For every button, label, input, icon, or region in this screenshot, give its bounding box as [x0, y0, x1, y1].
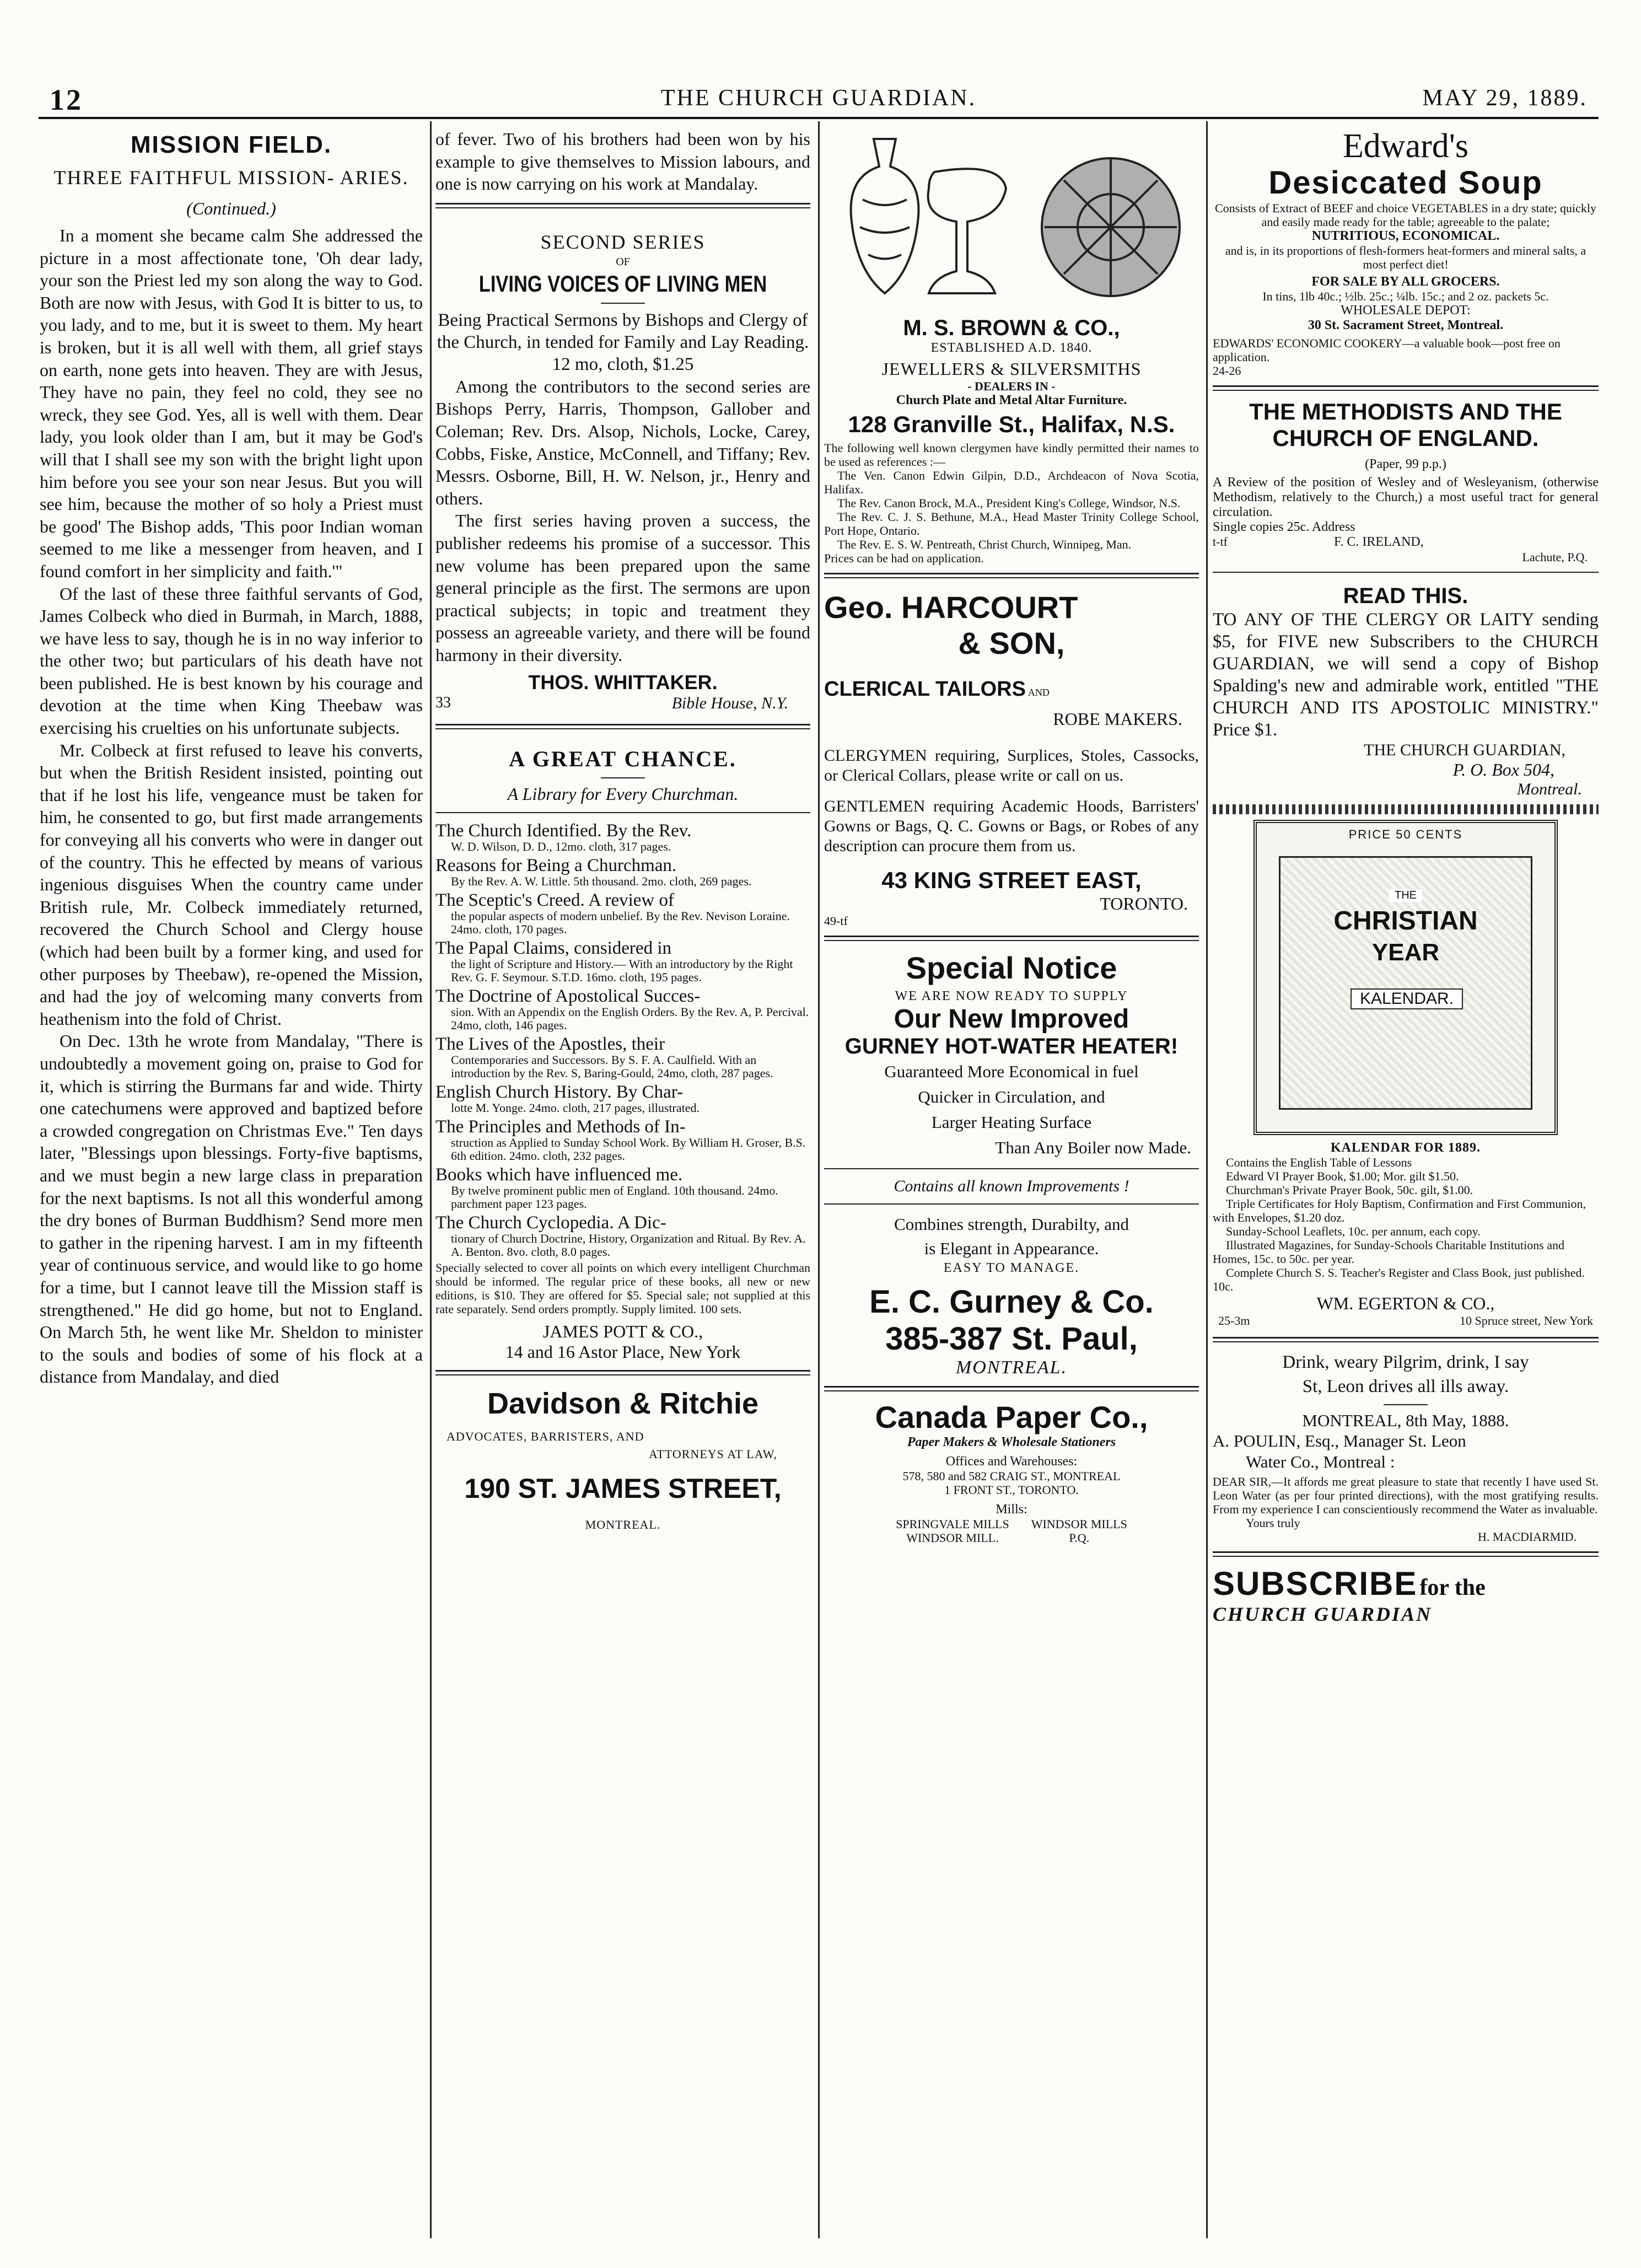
rule	[435, 724, 810, 729]
column-divider	[818, 121, 820, 2238]
rule	[1213, 1337, 1599, 1342]
ad-ms-brown	[824, 128, 1199, 565]
ad-book: EDWARDS' ECONOMIC COOKERY—a valuable book—post free on application.	[1213, 336, 1561, 364]
column-divider	[1206, 121, 1208, 2238]
ad-davidson-ritchie	[435, 1386, 810, 1532]
book-title: The Church Identified. By the Rev.	[435, 820, 692, 841]
cover-year: YEAR	[1371, 939, 1440, 966]
references-list	[824, 469, 1199, 551]
ad-street: 190 ST. JAMES STREET,	[464, 1472, 782, 1504]
ad-code: 24-26	[1213, 364, 1241, 378]
ad-address: 10 Spruce street, New York	[1460, 1314, 1593, 1328]
book-entry	[435, 1165, 810, 1211]
ad-address: 1 FRONT ST., TORONTO.	[944, 1483, 1079, 1497]
ad-title: M. S. BROWN & CO.,	[903, 316, 1120, 340]
ad-line: Quicker in Circulation, and	[918, 1087, 1105, 1106]
ad-line: EASY TO MANAGE.	[943, 1261, 1080, 1275]
ad-canada-paper	[824, 1399, 1199, 1545]
book-entry	[435, 938, 810, 984]
rule	[1213, 385, 1599, 391]
ad-city: MONTREAL.	[585, 1517, 661, 1531]
ad-address: Bible House, N.Y.	[671, 694, 788, 712]
ad-gentlemen-note: GENTLEMEN requiring Academic Hoods, Barristers' Gowns or Bags, Q. C. Gowns or Bags, or Robes of any description can procure them from us.	[824, 797, 1199, 855]
ad-edwards-soup	[1213, 128, 1599, 378]
kalendar-items	[1213, 1156, 1599, 1293]
ad-line: Guaranteed More Economical in fuel	[884, 1062, 1139, 1081]
book-entry	[435, 1117, 810, 1163]
ad-subscribe	[1213, 1565, 1599, 1626]
ad-title: READ THIS.	[1343, 584, 1468, 608]
ad-mill: WINDSOR MILLS	[1031, 1517, 1127, 1531]
ad-goods: Church Plate and Metal Altar Furniture.	[896, 393, 1127, 407]
ad-address: F. C. IRELAND,	[1334, 535, 1424, 549]
newspaper-title: THE CHURCH GUARDIAN.	[660, 85, 977, 111]
ad-addressee: A. POULIN, Esq., Manager St. Leon	[1213, 1431, 1466, 1450]
cover-the: THE	[1389, 889, 1422, 902]
ad-headline: Our New Improved	[894, 1004, 1129, 1034]
ad-living-voices	[435, 230, 810, 716]
reference-entry: The Rev. C. J. S. Bethune, M.A., Head Master Trinity College School, Port Hope, Ontario.	[824, 510, 1199, 538]
issue-date: MAY 29, 1889.	[1422, 85, 1588, 111]
rule	[824, 936, 1199, 941]
ad-line: Contains all known Improvements !	[894, 1177, 1129, 1195]
book-details: Contemporaries and Successors. By S. F. A. Caulfield. With an introduction by the Rev. S, Baring-Gould, 24mo, cloth, 287 pages.	[451, 1052, 773, 1080]
book-title: Books which have influenced me.	[435, 1164, 683, 1185]
kalendar-item: Churchman's Private Prayer Book, 50c. gilt, $1.00.	[1226, 1183, 1473, 1197]
ad-close: Yours truly	[1246, 1516, 1300, 1530]
ad-title: Edward's	[1342, 128, 1469, 165]
book-details: tionary of Church Doctrine, History, Organization and Ritual. By Rev. A. A. Benton. 8vo. cloth, 8.0 pages.	[451, 1231, 806, 1259]
column-book-ads	[435, 128, 810, 2239]
ad-price: Single copies 25c. Address	[1213, 520, 1355, 534]
article-paragraph: Of the last of these three faithful servants of God, James Colbeck who died in Burmah, in March, 1888, we have less to say, though he is in no way inferior to the other two; but particulars of his death have not been published. He is best known by his courage and devotion at the time when King Theebaw was exercising his cruelties on his unfortunate subjects.	[40, 583, 423, 738]
ad-established: ESTABLISHED A.D. 1840.	[930, 341, 1093, 355]
ad-street: 385-387 St. Paul,	[885, 1321, 1138, 1357]
ad-trade: ROBE MAKERS.	[1053, 709, 1182, 729]
kalendar-item: Triple Certificates for Holy Baptism, Confirmation and First Communion, with Envelopes, $1.20 doz.	[1213, 1197, 1586, 1224]
rule	[824, 573, 1199, 578]
cover-price: PRICE 50 CENTS	[1348, 827, 1463, 841]
ad-description: Consists of Extract of BEEF and choice VEGETABLES in a dry state; quickly and easily made ready for the table; agreeable to the palate;	[1215, 201, 1596, 229]
kalendar-item: Illustrated Magazines, for Sunday-Schools Charitable Institutions and Homes, 15c. to 50c. per year.	[1213, 1238, 1565, 1266]
ad-title: & SON,	[958, 626, 1065, 660]
rule	[435, 203, 810, 208]
ad-address: 30 St. Sacrament Street, Montreal.	[1308, 318, 1504, 332]
book-details: By twelve prominent public men of England. 10th thousand. 24mo. parchment paper 123 pages.	[451, 1183, 778, 1211]
ad-line: WE ARE NOW READY TO SUPPLY	[895, 989, 1128, 1003]
ad-publisher: THOS. WHITTAKER.	[528, 670, 718, 694]
ad-code: t-tf	[1213, 535, 1228, 549]
ad-title: Desiccated Soup	[1268, 165, 1543, 201]
page-number: 12	[50, 83, 83, 116]
ad-headline: St, Leon drives all ills away.	[1302, 1377, 1509, 1396]
rule	[1384, 1404, 1428, 1405]
ad-title: Canada Paper Co.,	[875, 1400, 1148, 1434]
ad-title: A GREAT CHANCE.	[509, 746, 737, 771]
ad-headline: Drink, weary Pilgrim, drink, I say	[1282, 1352, 1529, 1372]
article-title: THREE FAITHFUL MISSION- ARIES.	[53, 166, 409, 189]
continued-note: (Continued.)	[186, 198, 276, 218]
ad-prices: Prices can be had on application.	[824, 551, 984, 565]
ad-address: 578, 580 and 582 CRAIG ST., MONTREAL	[902, 1469, 1121, 1483]
ad-line: Than Any Boiler now Made.	[995, 1138, 1191, 1157]
ad-code: 49-tf	[824, 914, 848, 928]
ad-signature: P. O. Box 504,	[1452, 760, 1554, 780]
ad-series-label: SECOND SERIES	[540, 230, 706, 253]
ad-methodists	[1213, 399, 1599, 564]
ad-date: MONTREAL, 8th May, 1888.	[1302, 1411, 1509, 1430]
ad-references-intro: The following well known clergymen have kindly permitted their names to be used as references :—	[824, 441, 1199, 469]
rule	[824, 1203, 1199, 1205]
book-details: struction as Applied to Sunday School Work. By William H. Groser, B.S. 6th edition. 24mo. cloth, 232 pages.	[451, 1135, 806, 1163]
ad-body: TO ANY OF THE CLERGY OR LAITY sending $5, for FIVE new Subscribers to the CHURCH GUARDIAN, we will send a copy of Bishop Spalding's new and admirable work, entitled "THE CHURCH AND ITS APOSTOLIC MINISTRY." Price $1.	[1213, 610, 1599, 740]
ad-address: 128 Granville St., Halifax, N.S.	[848, 411, 1175, 437]
ad-description: and is, in its proportions of flesh-formers heat-formers and mineral salts, a most perfect diet!	[1225, 244, 1586, 271]
ad-line: ADVOCATES, BARRISTERS, AND	[446, 1429, 644, 1443]
article-paragraph: Mr. Colbeck at first refused to leave his converts, but when the British Resident insisted, pointing out that if he lost his life, vengeance must be taken for him, he consented to go, but first made arrangements for conveying all his converts who were in danger out of the country. This he effected by means of various ingenious disguises When the country came under British rule, Mr. Colbeck immediately returned, recovered the Church School and Clergy house (which had been built by a former king, and used for other purposes by Theebaw), re-opened the Mission, and had the joy of welcoming many converts from heathenism into the fold of Christ.	[40, 740, 423, 1029]
kalendar-item: Sunday-School Leaflets, 10c. per annum, each copy.	[1226, 1224, 1481, 1238]
ad-prices: In tins, 1lb 40c.; ½lb. 25c.; ¼lb. 15c.; and 2 oz. packets 5c.	[1262, 289, 1549, 303]
column-misc-ads	[1213, 128, 1599, 2239]
rule	[824, 1168, 1199, 1169]
book-entry	[435, 890, 810, 936]
ad-description: A Review of the position of Wesley and of Wesleyanism, (otherwise Methodism, relatively to the Church,) a most useful tract for general circulation.	[1213, 475, 1599, 519]
ad-body: The first series having proven a success, the publisher redeems his promise of a successor. This new volume has been prepared upon the same general principle as the first. The sermons are upon practical subjects; in topic and treatment they possess an agreeable variety, and there will be found harmony in their diversity.	[435, 510, 810, 665]
ad-line: ATTORNEYS AT LAW,	[648, 1447, 777, 1461]
decorative-rule	[1213, 804, 1599, 814]
book-details: lotte M. Yonge. 24mo. cloth, 217 pages, illustrated.	[451, 1100, 700, 1115]
ad-letter-body: DEAR SIR,—It affords me great pleasure to state that recently I have used St. Leon Water (as per four printed directions), with the most gratifying results. From my experience I can conscientiously recommend the Water as invaluable.	[1213, 1475, 1599, 1516]
ad-signature: H. MACDIARMID.	[1477, 1530, 1577, 1544]
reference-entry: The Rev. Canon Brock, M.A., President King's College, Windsor, N.S.	[837, 496, 1181, 510]
book-title: The Principles and Methods of In-	[435, 1116, 686, 1137]
cover-kalendar: KALENDAR.	[1351, 988, 1463, 1009]
subscribe-paper-name: CHURCH GUARDIAN	[1213, 1603, 1433, 1625]
rule	[1213, 572, 1599, 573]
book-title: English Church History. By Char-	[435, 1082, 684, 1102]
ad-dealers: - DEALERS IN -	[967, 379, 1056, 393]
page-header	[39, 83, 1599, 116]
book-details: the popular aspects of modern unbelief. By the Rev. Nevison Loraine. 24mo. cloth, 170 pages.	[451, 909, 790, 936]
ad-trade: JEWELLERS & SILVERSMITHS	[881, 359, 1142, 379]
ad-street: 43 KING STREET EAST,	[881, 867, 1142, 893]
reference-entry: The Ven. Canon Edwin Gilpin, D.D., Archdeacon of Nova Scotia, Halifax.	[824, 469, 1199, 496]
ad-st-leon	[1213, 1350, 1599, 1544]
ad-subtitle: A Library for Every Churchman.	[507, 783, 739, 804]
book-title: The Lives of the Apostles, their	[435, 1034, 665, 1054]
ad-subtitle: Paper Makers & Wholesale Stationers	[907, 1435, 1116, 1449]
book-entry	[435, 1213, 810, 1259]
ad-read-this	[1213, 584, 1599, 799]
ad-caption: KALENDAR FOR 1889.	[1330, 1141, 1481, 1155]
ad-title: Geo. HARCOURT	[824, 590, 1078, 625]
ad-gurney	[824, 950, 1199, 1378]
article-continuation: of fever. Two of his brothers had been won by his example to give themselves to Mission labours, and one is now carrying on his work at Mandalay.	[435, 129, 810, 194]
article-paragraph: On Dec. 13th he wrote from Mandalay, "There is undoubtedly a movement going on, praise to God for it, which is stirring the Burmans far and wide. Thirty one catechumens were approved and baptized before a crowded congregation on Christmas Eve." Ten days later, "Blessings upon blessings. Forty-five baptisms, and we must begin a new large class in preparation for the next baptisms. Is not all this wonderful among the dry bones of Burman Buddhism? Send more men to gather in the ripening harvest. I am in my fifteenth year of continuous service, and would like to go home for a time, but I cannot leave till the Mission staff is strengthened." He did go home, but not to England. On March 5th, he went like Mr. Sheldon to minister to the souls and bodies of some of his flock at a distance from Mandalay, and died	[40, 1031, 423, 1387]
ad-note: Specially selected to cover all points on which every intelligent Churchman should be informed. The regular price of these books, all new or new editions, is $10. They are offered for $5. Special sale; not supplied at this rate separately. Send orders promptly. Supply limited. 100 sets.	[435, 1260, 810, 1316]
ad-city: TORONTO.	[1100, 894, 1188, 913]
book-details: the light of Scripture and History.— With an introductory by the Right Rev. G. F. Seymour. S.T.D. 16mo. cloth, 195 pages.	[451, 956, 793, 984]
book-entry	[435, 1082, 810, 1115]
ad-title: Davidson & Ritchie	[487, 1386, 759, 1420]
ad-line: Offices and Warehouses:	[945, 1454, 1078, 1469]
ad-sale: FOR SALE BY ALL GROCERS.	[1311, 275, 1500, 289]
ad-signature: Montreal.	[1516, 780, 1582, 798]
ad-christian-year	[1213, 820, 1599, 1329]
ad-code: 25-3m	[1218, 1314, 1250, 1328]
ad-trade: CLERICAL TAILORS	[824, 678, 1026, 701]
rule	[435, 812, 810, 813]
book-entry	[435, 1034, 810, 1080]
ad-title: Special Notice	[906, 950, 1117, 985]
header-rule	[39, 117, 1599, 119]
ad-addressee: Water Co., Montreal :	[1246, 1452, 1395, 1471]
ad-code: 33	[435, 694, 451, 711]
book-details: W. D. Wilson, D. D., 12mo. cloth, 317 pages.	[451, 839, 671, 853]
book-title: The Papal Claims, considered in	[435, 938, 671, 958]
reference-entry: The Rev. E. S. W. Pentreath, Christ Church, Winnipeg, Man.	[837, 538, 1132, 551]
rule	[601, 303, 645, 304]
ad-city: MONTREAL.	[955, 1357, 1068, 1378]
article-paragraph: In a moment she became calm She addressed the picture in a most affectionate tone, 'Oh dear lady, your son the Priest led my son along the way to God. Both are now with Jesus, with God It is bitter to us, to you lady, and to me, but it is sweet to them. My heart is broken, but it is all well with them, all grief stays on earth, none gets into heaven. They are with Jesus, They have no pain, they feel no cold, they see no wreck, they see God. Yes, all is well with them. Dear lady, you look older than I am, but it may be God's will that I shall see my son with the bright light upon him before you see your son near Jesus. But you will see him, because the mother of so holy a Priest must be good' The Bishop adds, 'This poor Indian woman seemed to me like a messenger from heaven, and I found comfort in her simplicity and faith.'"	[40, 225, 423, 581]
ad-firm: E. C. Gurney & Co.	[869, 1284, 1154, 1320]
ad-body: Among the contributors to the second series are Bishops Perry, Harris, Thompson, Gallober and Coleman; Rev. Drs. Alsop, Nichols, Locke, Carey, Cobbs, Fiske, Anstice, McConnell, and Tiffany; Rev. Messrs. Osborne, Bill, H. W. Nelson, jr., Henry and others.	[435, 376, 810, 508]
ad-firm: WM. EGERTON & CO.,	[1316, 1293, 1495, 1313]
ad-address: 14 and 16 Astor Place, New York	[505, 1341, 741, 1362]
book-entry	[435, 821, 810, 853]
book-details: sion. With an Appendix on the English Orders. By the Rev. A, P. Percival. 24mo, cloth, 146 pages.	[451, 1004, 809, 1032]
ad-great-chance	[435, 746, 810, 1362]
ad-mill: P.Q.	[1069, 1531, 1090, 1545]
book-entry	[435, 986, 810, 1032]
subscribe-headline: SUBSCRIBE	[1213, 1565, 1418, 1602]
ad-depot: WHOLESALE DEPOT:	[1341, 303, 1471, 318]
book-entry	[435, 856, 810, 888]
ad-signature: THE CHURCH GUARDIAN,	[1364, 741, 1565, 759]
ad-clergy-note: CLERGYMEN requiring, Surplices, Stoles, Cassocks, or Clerical Collars, please write or call on us.	[824, 746, 1199, 784]
ad-address: Lachute, P.Q.	[1522, 550, 1588, 564]
ad-description: Being Practical Sermons by Bishops and Clergy of the Church, in tended for Family and Lay Reading. 12 mo, cloth, $1.25	[437, 310, 809, 374]
cover-christian: CHRISTIAN	[1333, 906, 1478, 936]
ad-harcourt	[824, 589, 1199, 928]
book-list	[435, 821, 810, 1259]
kalendar-cover-illustration	[1253, 820, 1558, 1135]
ad-title: THE METHODISTS AND THE CHURCH OF ENGLAND.	[1249, 399, 1562, 451]
column-merchant-ads	[824, 128, 1199, 2239]
ad-connector: AND	[1027, 687, 1050, 698]
rule	[824, 1386, 1199, 1391]
section-heading: MISSION FIELD.	[130, 131, 332, 158]
rule	[1213, 1551, 1599, 1557]
book-title: The Sceptic's Creed. A review of	[435, 890, 674, 910]
kalendar-item: Contains the English Table of Lessons	[1226, 1156, 1412, 1169]
ad-title: LIVING VOICES OF LIVING MEN	[478, 270, 767, 297]
ad-connector: OF	[616, 255, 630, 268]
ad-line: Mills:	[996, 1502, 1027, 1517]
column-mission-field	[40, 128, 423, 2239]
kalendar-item: Edward VI Prayer Book, $1.00; Mor. gilt $1.50.	[1226, 1169, 1459, 1183]
ad-mill: SPRINGVALE MILLS	[896, 1517, 1009, 1531]
book-title: The Doctrine of Apostolical Succes-	[435, 986, 701, 1006]
ad-pages: (Paper, 99 p.p.)	[1365, 457, 1446, 471]
silver-goblet-illustration	[824, 128, 1199, 310]
subscribe-connector: for the	[1419, 1575, 1486, 1600]
ad-line: Larger Heating Surface	[931, 1112, 1092, 1132]
kalendar-item: Complete Church S. S. Teacher's Register and Class Book, just published. 10c.	[1213, 1266, 1585, 1293]
rule	[601, 777, 645, 778]
ad-mill: WINDSOR MILL.	[906, 1531, 999, 1545]
book-details: By the Rev. A. W. Little. 5th thousand. 2mo. cloth, 269 pages.	[451, 874, 752, 888]
book-title: The Church Cyclopedia. A Dic-	[435, 1212, 666, 1233]
ad-headline: GURNEY HOT-WATER HEATER!	[844, 1034, 1179, 1058]
column-divider	[430, 121, 432, 2238]
ad-line: is Elegant in Appearance.	[924, 1239, 1099, 1258]
ad-publisher: JAMES POTT & CO.,	[542, 1321, 703, 1341]
ad-line: Combines strength, Durabilty, and	[894, 1214, 1129, 1234]
rule	[435, 1370, 810, 1375]
book-title: Reasons for Being a Churchman.	[435, 855, 677, 875]
ad-properties: NUTRITIOUS, ECONOMICAL.	[1311, 229, 1500, 243]
